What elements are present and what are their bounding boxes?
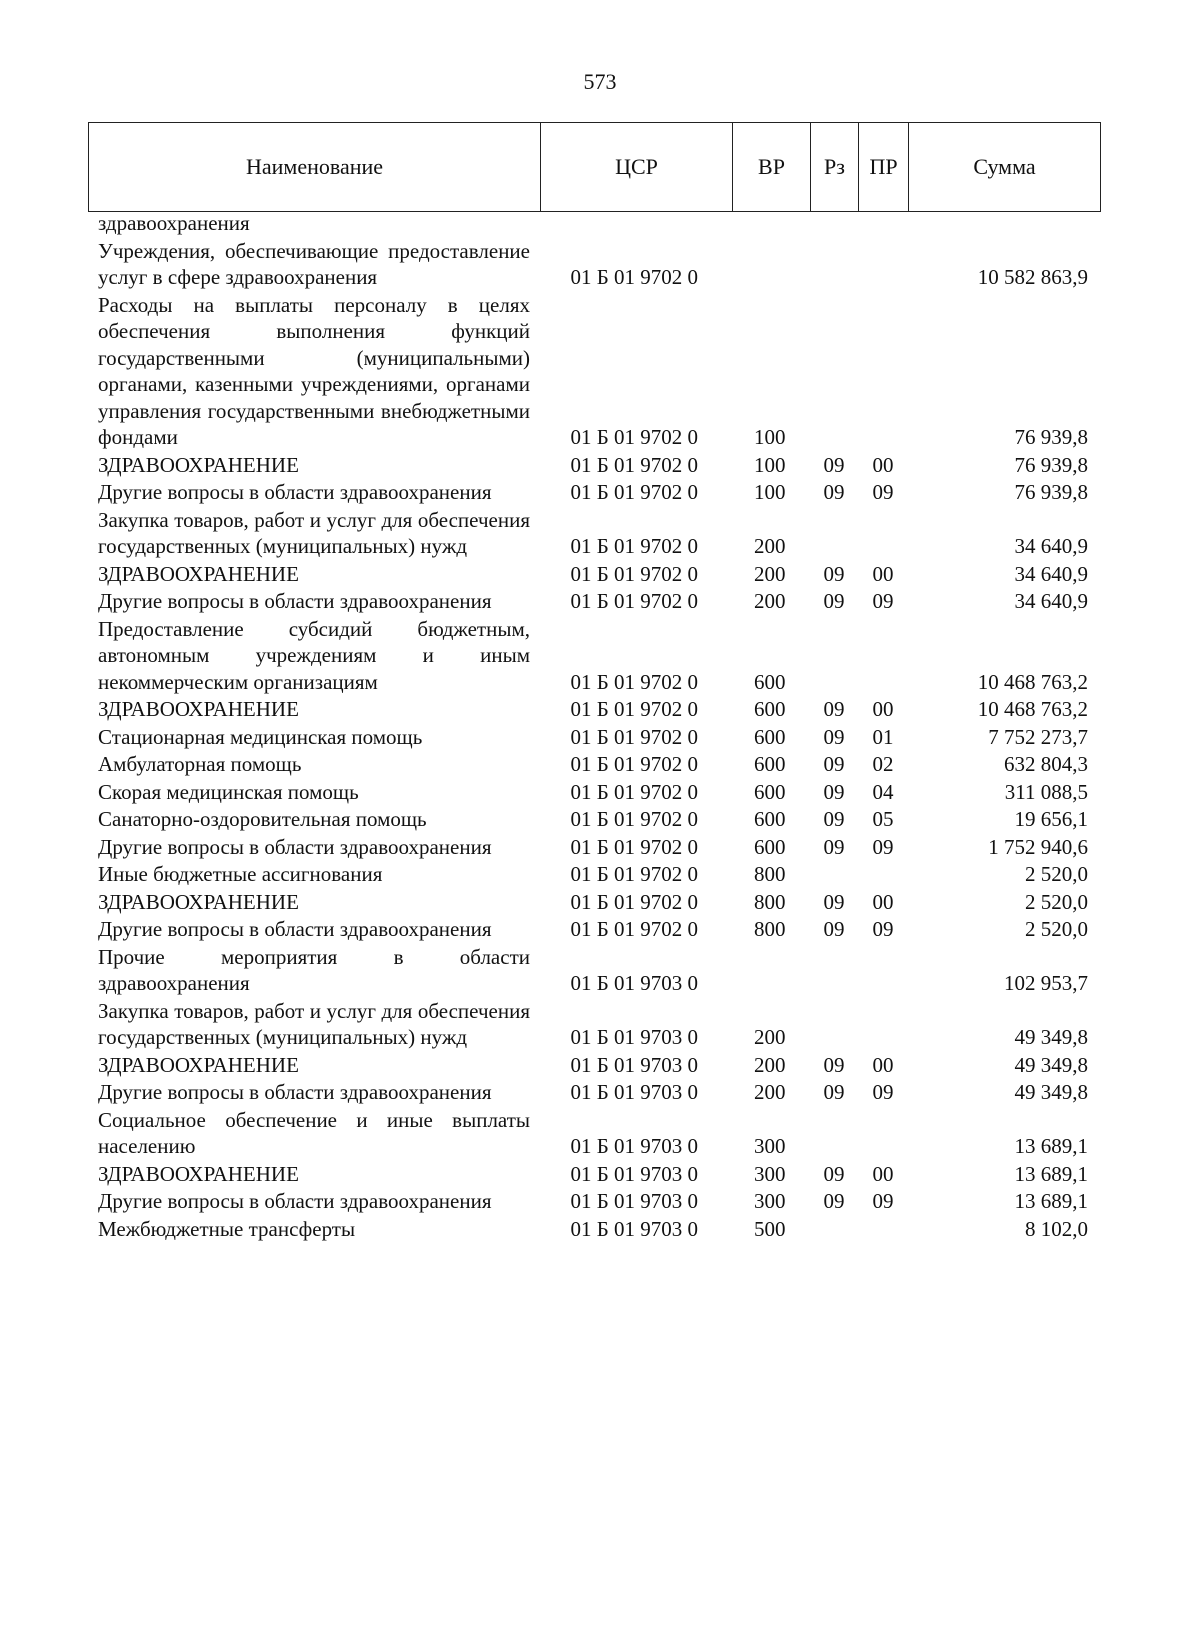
row-name-cell: Учреждения, обеспечивающие предоставление услуг в сфере здравоохранения <box>98 238 530 289</box>
row-name-cell: Другие вопросы в области здравоохранения <box>98 1080 492 1104</box>
row-rz-cell <box>810 616 858 697</box>
row-vr-cell: 200 <box>754 1052 786 1077</box>
row-name-cell: Другие вопросы в области здравоохранения <box>98 589 492 613</box>
row-rz-cell: 09 <box>823 452 845 477</box>
row-rz-cell <box>810 998 858 1052</box>
row-pr-cell: 00 <box>872 889 894 914</box>
table-row <box>88 479 1100 507</box>
table-row <box>88 1052 1100 1080</box>
page-number: 573 <box>583 69 617 94</box>
row-pr-cell <box>858 944 908 998</box>
row-vr-cell <box>732 238 810 292</box>
table-row <box>88 751 1100 779</box>
row-vr-cell: 600 <box>754 752 786 776</box>
row-name-cell: ЗДРАВООХРАНЕНИЕ <box>98 561 299 586</box>
row-pr-cell: 02 <box>872 752 894 776</box>
row-sum-cell: 2 520,0 <box>1025 862 1088 886</box>
row-vr-cell: 600 <box>754 669 786 694</box>
table-row <box>88 861 1100 889</box>
row-rz-cell: 09 <box>823 779 845 804</box>
row-sum-cell: 102 953,7 <box>1004 971 1088 995</box>
row-csr-cell: 01 Б 01 9703 0 <box>570 971 698 995</box>
row-vr-cell: 100 <box>754 480 786 504</box>
table-row <box>88 210 1100 238</box>
row-rz-cell <box>810 1216 858 1244</box>
row-pr-cell: 00 <box>872 1161 894 1186</box>
row-vr-cell <box>732 944 810 998</box>
row-rz-cell <box>810 861 858 889</box>
row-csr-cell: 01 Б 01 9702 0 <box>570 697 698 721</box>
row-name-cell: Другие вопросы в области здравоохранения <box>98 480 492 504</box>
row-pr-cell: 09 <box>872 1189 894 1213</box>
row-vr-cell: 600 <box>754 807 786 831</box>
row-name-cell: ЗДРАВООХРАНЕНИЕ <box>98 697 299 721</box>
row-name-cell: Предоставление субсидий бюджетным, автономным учреждениям и иным некоммерческим организациям <box>98 616 530 694</box>
row-pr-cell: 01 <box>872 724 894 749</box>
row-vr-cell: 600 <box>754 834 786 859</box>
table-row <box>88 507 1100 561</box>
table-row <box>88 806 1100 834</box>
row-sum-cell: 49 349,8 <box>1014 1052 1088 1077</box>
column-header-pr: ПР <box>859 123 909 212</box>
row-pr-cell <box>858 1107 908 1161</box>
row-sum-cell: 632 804,3 <box>1004 752 1088 776</box>
row-pr-cell <box>858 210 908 238</box>
row-name-cell: Социальное обеспечение и иные выплаты населению <box>98 1107 530 1158</box>
row-vr-cell: 200 <box>754 1080 786 1104</box>
row-rz-cell: 09 <box>823 589 845 613</box>
row-name-cell: ЗДРАВООХРАНЕНИЕ <box>98 1052 299 1077</box>
row-name-cell: Расходы на выплаты персоналу в целях обеспечения выполнения функций государственными (муниципальными) органами, казенными учреждениями, органами управления государственными внебюджетными фондами <box>98 292 530 449</box>
row-name-cell: ЗДРАВООХРАНЕНИЕ <box>98 1161 299 1186</box>
row-sum-cell: 34 640,9 <box>1014 561 1088 586</box>
row-rz-cell: 09 <box>823 807 845 831</box>
row-sum-cell: 49 349,8 <box>1014 1025 1088 1049</box>
row-vr-cell: 800 <box>754 862 786 886</box>
row-rz-cell <box>810 507 858 561</box>
row-csr-cell: 01 Б 01 9703 0 <box>570 1216 698 1241</box>
row-rz-cell: 09 <box>823 1052 845 1077</box>
row-sum-cell: 8 102,0 <box>1025 1216 1088 1241</box>
row-csr-cell: 01 Б 01 9702 0 <box>570 862 698 886</box>
table-row <box>88 696 1100 724</box>
row-sum-cell: 19 656,1 <box>1014 807 1088 831</box>
row-sum-cell: 49 349,8 <box>1014 1080 1088 1104</box>
row-pr-cell: 09 <box>872 589 894 613</box>
row-pr-cell: 09 <box>872 1080 894 1104</box>
row-pr-cell: 09 <box>872 917 894 941</box>
row-csr-cell: 01 Б 01 9703 0 <box>570 1161 698 1186</box>
row-sum-cell: 76 939,8 <box>1014 480 1088 504</box>
row-name-cell: ЗДРАВООХРАНЕНИЕ <box>98 452 299 477</box>
row-sum-cell <box>908 210 1100 238</box>
row-rz-cell: 09 <box>823 561 845 586</box>
row-rz-cell <box>810 944 858 998</box>
row-csr-cell: 01 Б 01 9702 0 <box>570 752 698 776</box>
row-sum-cell: 10 582 863,9 <box>977 265 1088 289</box>
row-name-cell: Прочие мероприятия в области здравоохранения <box>98 944 530 995</box>
row-csr-cell: 01 Б 01 9703 0 <box>570 1025 698 1049</box>
row-name-cell: Закупка товаров, работ и услуг для обеспечения государственных (муниципальных) нужд <box>98 507 530 558</box>
row-rz-cell: 09 <box>823 889 845 914</box>
row-sum-cell: 13 689,1 <box>1014 1189 1088 1213</box>
row-rz-cell: 09 <box>823 724 845 749</box>
row-vr-cell <box>732 210 810 238</box>
row-vr-cell: 600 <box>754 697 786 721</box>
row-sum-cell: 13 689,1 <box>1014 1134 1088 1158</box>
row-pr-cell <box>858 507 908 561</box>
table-row <box>88 238 1100 292</box>
table-row <box>88 834 1100 862</box>
table-row <box>88 561 1100 589</box>
row-rz-cell: 09 <box>823 480 845 504</box>
row-pr-cell: 09 <box>872 834 894 859</box>
row-sum-cell: 1 752 940,6 <box>988 834 1088 859</box>
table-row <box>88 1161 1100 1189</box>
row-name-cell: Иные бюджетные ассигнования <box>98 862 383 886</box>
row-pr-cell <box>858 238 908 292</box>
row-vr-cell: 600 <box>754 779 786 804</box>
row-sum-cell: 7 752 273,7 <box>988 724 1088 749</box>
budget-table <box>88 210 1100 1243</box>
table-row <box>88 616 1100 697</box>
row-name-cell: Межбюджетные трансферты <box>98 1216 356 1241</box>
row-csr-cell: 01 Б 01 9702 0 <box>570 534 698 558</box>
row-sum-cell: 34 640,9 <box>1014 534 1088 558</box>
row-sum-cell: 34 640,9 <box>1014 589 1088 613</box>
row-csr-cell: 01 Б 01 9703 0 <box>570 1134 698 1158</box>
row-pr-cell: 00 <box>872 452 894 477</box>
row-csr-cell: 01 Б 01 9702 0 <box>570 889 698 914</box>
row-name-cell: ЗДРАВООХРАНЕНИЕ <box>98 889 299 914</box>
column-header-vr: ВР <box>733 123 811 212</box>
row-vr-cell: 300 <box>754 1161 786 1186</box>
row-csr-cell: 01 Б 01 9702 0 <box>570 669 698 694</box>
row-vr-cell: 200 <box>754 589 786 613</box>
table-row <box>88 779 1100 807</box>
column-header-rz: Рз <box>811 123 859 212</box>
row-csr-cell: 01 Б 01 9702 0 <box>570 561 698 586</box>
table-row <box>88 1079 1100 1107</box>
row-sum-cell: 10 468 763,2 <box>977 669 1088 694</box>
row-sum-cell: 13 689,1 <box>1014 1161 1088 1186</box>
row-rz-cell <box>810 292 858 452</box>
table-header <box>88 122 1101 212</box>
row-csr-cell: 01 Б 01 9702 0 <box>570 724 698 749</box>
table-body <box>88 210 1100 1243</box>
row-pr-cell <box>858 1216 908 1244</box>
row-csr-cell: 01 Б 01 9702 0 <box>570 452 698 477</box>
row-sum-cell: 2 520,0 <box>1025 917 1088 941</box>
row-vr-cell: 800 <box>754 889 786 914</box>
table-row <box>88 1188 1100 1216</box>
row-csr-cell: 01 Б 01 9703 0 <box>570 1052 698 1077</box>
row-vr-cell: 300 <box>754 1134 786 1158</box>
table-row <box>88 588 1100 616</box>
row-csr-cell: 01 Б 01 9702 0 <box>570 589 698 613</box>
row-pr-cell <box>858 616 908 697</box>
column-header-sum: Сумма <box>909 123 1101 212</box>
table-row <box>88 944 1100 998</box>
row-name-cell: Другие вопросы в области здравоохранения <box>98 1189 492 1213</box>
row-csr-cell: 01 Б 01 9702 0 <box>570 917 698 941</box>
row-vr-cell: 500 <box>754 1216 786 1241</box>
row-pr-cell: 00 <box>872 1052 894 1077</box>
row-sum-cell: 2 520,0 <box>1025 889 1088 914</box>
row-vr-cell: 200 <box>754 534 786 558</box>
row-rz-cell: 09 <box>823 917 845 941</box>
row-csr-cell: 01 Б 01 9702 0 <box>570 265 698 289</box>
row-csr-cell: 01 Б 01 9703 0 <box>570 1080 698 1104</box>
row-vr-cell: 100 <box>754 452 786 477</box>
row-vr-cell: 100 <box>754 425 786 449</box>
row-pr-cell <box>858 292 908 452</box>
row-name-cell: Санаторно-оздоровительная помощь <box>98 807 427 831</box>
row-pr-cell: 05 <box>872 807 894 831</box>
row-name-cell: Другие вопросы в области здравоохранения <box>98 917 492 941</box>
row-pr-cell: 00 <box>872 697 894 721</box>
row-name-cell: Скорая медицинская помощь <box>98 779 359 804</box>
row-pr-cell <box>858 998 908 1052</box>
column-header-csr: ЦСР <box>541 123 733 212</box>
table-row <box>88 724 1100 752</box>
table-row <box>88 452 1100 480</box>
row-rz-cell: 09 <box>823 1161 845 1186</box>
row-vr-cell: 300 <box>754 1189 786 1213</box>
row-rz-cell: 09 <box>823 834 845 859</box>
row-name-cell: Стационарная медицинская помощь <box>98 724 423 749</box>
row-rz-cell: 09 <box>823 697 845 721</box>
row-csr-cell: 01 Б 01 9702 0 <box>570 480 698 504</box>
row-name-cell: Закупка товаров, работ и услуг для обеспечения государственных (муниципальных) нужд <box>98 998 530 1049</box>
row-csr-cell: 01 Б 01 9702 0 <box>570 834 698 859</box>
row-sum-cell: 10 468 763,2 <box>977 697 1088 721</box>
row-sum-cell: 76 939,8 <box>1014 452 1088 477</box>
row-vr-cell: 600 <box>754 724 786 749</box>
row-sum-cell: 311 088,5 <box>1004 779 1088 804</box>
row-name-cell: Амбулаторная помощь <box>98 752 302 776</box>
column-header-name: Наименование <box>89 123 541 212</box>
row-sum-cell: 76 939,8 <box>1014 425 1088 449</box>
row-csr-cell: 01 Б 01 9702 0 <box>570 425 698 449</box>
table-row <box>88 1107 1100 1161</box>
table-row <box>88 916 1100 944</box>
row-vr-cell: 800 <box>754 917 786 941</box>
row-pr-cell <box>858 861 908 889</box>
row-rz-cell <box>810 210 858 238</box>
table-row <box>88 1216 1100 1244</box>
row-pr-cell: 04 <box>872 779 894 804</box>
table-row <box>88 292 1100 452</box>
row-rz-cell: 09 <box>823 1080 845 1104</box>
row-pr-cell: 00 <box>872 561 894 586</box>
table-row <box>88 998 1100 1052</box>
row-rz-cell <box>810 238 858 292</box>
table-row <box>88 889 1100 917</box>
row-name-cell: Другие вопросы в области здравоохранения <box>98 834 492 859</box>
row-csr-cell <box>540 210 732 238</box>
row-rz-cell: 09 <box>823 752 845 776</box>
row-vr-cell: 200 <box>754 561 786 586</box>
row-rz-cell: 09 <box>823 1189 845 1213</box>
row-csr-cell: 01 Б 01 9703 0 <box>570 1189 698 1213</box>
row-pr-cell: 09 <box>872 480 894 504</box>
row-csr-cell: 01 Б 01 9702 0 <box>570 807 698 831</box>
row-vr-cell: 200 <box>754 1025 786 1049</box>
row-csr-cell: 01 Б 01 9702 0 <box>570 779 698 804</box>
row-name-cell: здравоохранения <box>98 211 250 235</box>
row-rz-cell <box>810 1107 858 1161</box>
